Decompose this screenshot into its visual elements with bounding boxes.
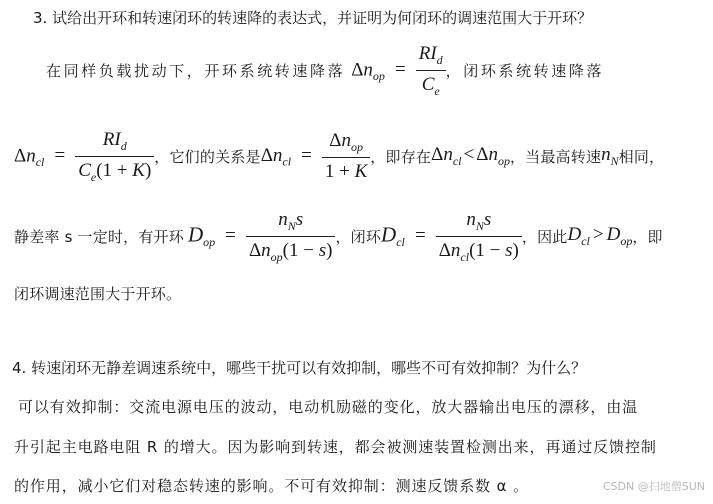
q3-line3 <box>14 208 663 265</box>
q3-line2-mid: ，它们的关系是 <box>154 147 261 166</box>
q3-line3-end: ，即 <box>632 227 663 246</box>
formula-relation: $\Delta n_{cl}$ = $\frac{\Delta n_{op}}{1 + K}$ <box>261 129 371 183</box>
q3-line2-tail: ，当最高转速 <box>509 147 602 166</box>
q4-paragraph-line3: 的作用，减小它们对稳态转速的影响。不可有效抑制：测速反馈系数 α 。 <box>14 477 530 495</box>
formula-open-loop-drop: $\Delta n_{op}$ = $\frac{RI_d}{C_e}$ <box>351 42 445 99</box>
q3-line1 <box>46 42 604 99</box>
formula-range-compare: $D_{cl} > D_{op}$ <box>567 224 633 249</box>
formula-open-loop-range: $D_{op}$ = $\frac{n_Ns}{\Delta n_{op}(1 - s)}$ <box>188 208 335 265</box>
q3-line3-mid: ，闭环 <box>335 227 382 246</box>
q3-line4: 闭环调速范围大于开环。 <box>14 285 182 303</box>
q3-line1-text: 在同样负载扰动下，开环系统转速降落 <box>46 61 346 80</box>
q4-paragraph-line2: 升引起主电路电阻 R 的增大。因为影响到转速，都会被测速装置检测出来，再通过反馈控制 <box>14 438 657 456</box>
formula-closed-loop-drop: $\Delta n_{cl}$ = $\frac{RI_d}{C_e(1 + K)}$ <box>14 128 154 185</box>
q3-line3-mid2: ，因此 <box>521 227 568 246</box>
formula-max-speed: $n_N$ <box>601 144 619 169</box>
q3-line2 <box>14 128 664 185</box>
q4-paragraph-line1: 可以有效抑制：交流电源电压的波动，电动机励磁的变化，放大器输出电压的漂移，由温 <box>18 398 639 416</box>
q3-line2-end: 相同， <box>618 147 665 166</box>
q3-title: 3. 试给出开环和转速闭环的转速降的表达式，并证明为何闭环的调速范围大于开环？ <box>33 9 593 27</box>
q3-line2-mid2: ，即存在 <box>370 147 432 166</box>
watermark: CSDN @扫地僧SUN <box>602 480 705 493</box>
q3-line3-start: 静差率 s 一定时，有开环 <box>14 227 184 246</box>
q4-title: 4. 转速闭环无静差调速系统中，哪些干扰可以有效抑制，哪些不可有效抑制？为什么？ <box>12 359 587 377</box>
q3-line1-tail: ，闭环系统转速降落 <box>445 61 605 80</box>
formula-closed-loop-range: $D_{cl}$ = $\frac{n_Ns}{\Delta n_{cl}(1 - s)}$ <box>381 208 522 265</box>
formula-inequality: $\Delta n_{cl} < \Delta n_{op}$ <box>431 144 510 169</box>
